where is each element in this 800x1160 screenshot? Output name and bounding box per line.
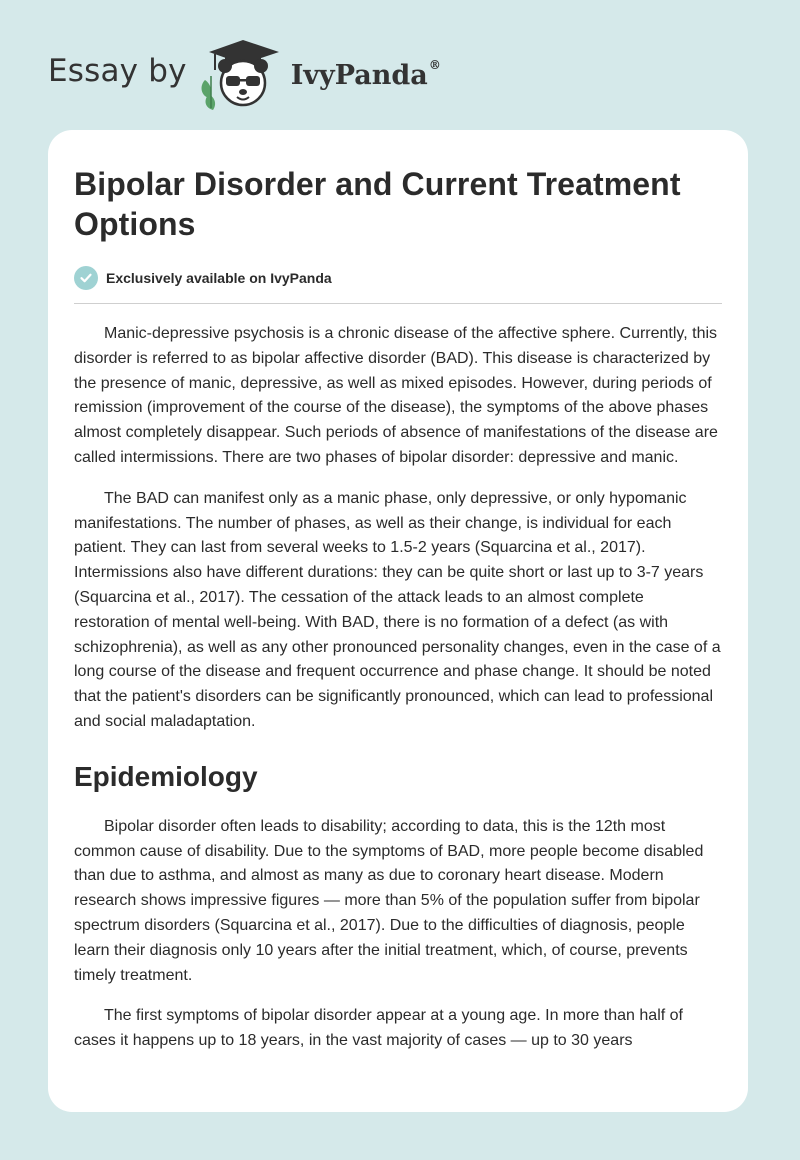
exclusive-label: Exclusively available on IvyPanda (106, 270, 332, 286)
trademark-symbol: ® (428, 57, 441, 72)
article-card (48, 130, 748, 1112)
paragraph: The BAD can manifest only as a manic phase, only depressive, or only hypomanic manifestations. The number of phases, as well as their change, is individual for each patient. They can last from several weeks to 1.5-2 years (Squarcina et al., 2017). Intermissions also have different durations: they can be quite short or last up to 3-7 years (Squarcina et al., 2017). The cessation of the attack leads to an almost complete restoration of mental well-being. With BAD, there is no formation of a defect (as with schizophrenia), as well as any other pronounced personality changes, even in the case of a long course of the disease and frequent occurrence and phase change. It should be noted that the patient's disorders can be significantly pronounced, which can lead to professional and social maladaptation. (74, 489, 721, 730)
brand-header (48, 36, 441, 112)
page-title: Bipolar Disorder and Current Treatment Options (74, 166, 681, 242)
paragraph: Bipolar disorder often leads to disability; according to data, this is the 12th most common cause of disability. Due to the symptoms of BAD, more people become disabled than due to asthma, and almost as many as due to coronary heart disease. Modern research shows impressive figures — more than 5% of the population suffer from bipolar spectrum disorders (Squarcina et al., 2017). Due to the difficulties of diagnosis, people learn their diagnosis only 10 years after the initial treatment, which, of course, prevents timely treatment. (74, 817, 704, 984)
paragraph: The first symptoms of bipolar disorder appear at a young age. In more than half of cases it happens up to 18 years, in the vast majority of cases — up to 30 years (74, 1007, 683, 1050)
brand-name-text: IvyPanda (290, 59, 428, 91)
checkmark-icon (74, 266, 98, 290)
exclusive-badge (74, 266, 722, 304)
paragraph: Manic-depressive psychosis is a chronic disease of the affective sphere. Currently, this disorder is referred to as bipolar affective disorder (BAD). This disease is characterized by the presence of manic, depressive, as well as mixed episodes. However, during periods of remission (improvement of the course of the disease), the symptoms of the above phases almost completely disappear. Such periods of absence of manifestations of the disease are called intermissions. There are two phases of bipolar disorder: depressive and manic. (74, 325, 718, 466)
brand-prefix: Essay by (48, 53, 187, 89)
brand-name[interactable] (290, 57, 441, 91)
panda-graduate-logo-icon[interactable] (197, 36, 289, 112)
section-heading: Epidemiology (74, 760, 258, 792)
